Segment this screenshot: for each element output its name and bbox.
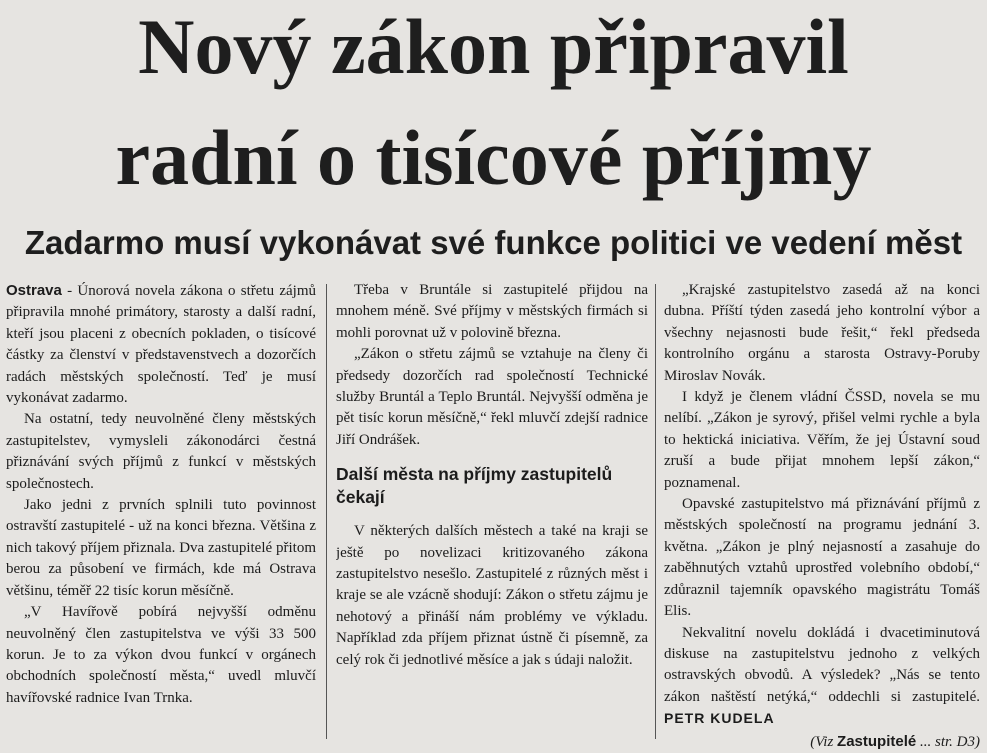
- headline-line-1: Nový zákon připravil: [138, 3, 849, 90]
- see-also-suffix: ... str. D3): [916, 733, 980, 750]
- column-divider-1: [326, 284, 327, 739]
- paragraph: Třeba v Bruntále si zastupitelé přijdou na mnohem méně. Své příjmy v městských firmách si mohli porovnat už v polovině března.: [336, 282, 648, 341]
- paragraph-text: - Únorová novela zákona o střetu zájmů připravila mnohé primátory, starosty a další radní, kteří jsou placeni z obecních pokladen, o tisícové částky za členství v představenstvech a dozorčích radách městských společností. Teď je musí vykonávat zadarmo.: [6, 283, 316, 407]
- paragraph-text: Nekvalitní novelu dokládá i dvacetiminutová diskuse na zastupitelstvu jednoho z velkých ostravských obvodů. A výsledek? „Nás se tento zákon naštěstí netýká,“ oddechli si zastupitelé.: [664, 624, 980, 705]
- paragraph: Jako jedni z prvních splnili tuto povinnost ostravští zastupitelé - už na konci března. Většina z nich takový příjem přiznala. Dva zastupitelé přitom berou za působení ve firmách, kde má Ostrava většinu, téměř 22 tisíc korun měsíčně.: [6, 497, 316, 599]
- subheadline: Zadarmo musí vykonávat své funkce politici ve vedení měst: [24, 224, 963, 261]
- paragraph: I když je členem vládní ČSSD, novela se mu nelíbí. „Zákon je syrový, přišel velmi rychle a byla to hektická iniciativa. Věřím, že jej Ústavní soud zruší a bude přijat mnohem lepší zákon,“ poznamenal.: [664, 389, 980, 491]
- paragraph: V některých dalších městech a také na kraji se ještě po novelizaci kritizovaného zákona zastupitelstvo nesešlo. Zastupitelé z různých měst i kraje se ale vzácně shodují: Zákon o střetu zájmu je nehotový a přináší nám problémy ve výkladu. Například zda příjem přiznat ústně či písemně, za celý rok či jednotlivé měsíce a jak s údaji naložit.: [336, 523, 648, 668]
- paragraph: „Zákon o střetu zájmů se vztahuje na členy či předsedy dozorčích rad společností Technické služby Bruntál a Teplo Bruntál. Nejvyšší odměna je pět tisíc korun měsíčně,“ řekl mluvčí zdejší radnice Jiří Ondrášek.: [336, 346, 648, 448]
- paragraph: [6, 280, 316, 409]
- paragraph: Opavské zastupitelstvo má přiznávání příjmů z městských společností na programu jednání 3. května. „Zákon je plný nejasností a zasahuje do zaběhnutých vztahů uprostřed volebního období,“ zdůraznil tajemník opavského magistrátu Tomáš Elis.: [664, 496, 980, 620]
- author-byline: PETR KUDELA: [664, 710, 775, 727]
- paragraph: Na ostatní, tedy neuvolněné členy městských zastupitelstev, vymysleli zákonodárci čestná přiznávání svých příjmů z funkcí v městských společnostech.: [6, 411, 316, 492]
- paragraph: „V Havířově pobírá nejvyšší odměnu neuvolněný člen zastupitelstva ve výši 33 500 korun. Je to za výkon dvou funkcí v orgánech obchodních společností města,“ uvedl mluvčí havířovské radnice Ivan Trnka.: [6, 604, 316, 706]
- headline-line-2: radní o tisícové příjmy: [115, 114, 872, 201]
- dateline: Ostrava: [6, 282, 62, 299]
- see-also-keyword: Zastupitelé: [837, 732, 917, 750]
- column-divider-2: [655, 284, 656, 739]
- paragraph: [664, 623, 980, 731]
- article-column-1: [6, 280, 316, 709]
- paragraph: „Krajské zastupitelstvo zasedá až na konci dubna. Příští týden zasedá jeho kontrolní výbor a všechny nejasnosti bude řešit,“ řekl předseda kontrolního orgánu a starosta Ostravy-Poruby Miroslav Novák.: [664, 282, 980, 384]
- article-column-3: [664, 280, 980, 753]
- article-column-2: [336, 280, 648, 671]
- see-also-reference: [664, 731, 980, 753]
- section-subheading: Další města na příjmy zastupitelů čekají: [336, 464, 613, 508]
- see-also-prefix: (Viz: [810, 733, 838, 750]
